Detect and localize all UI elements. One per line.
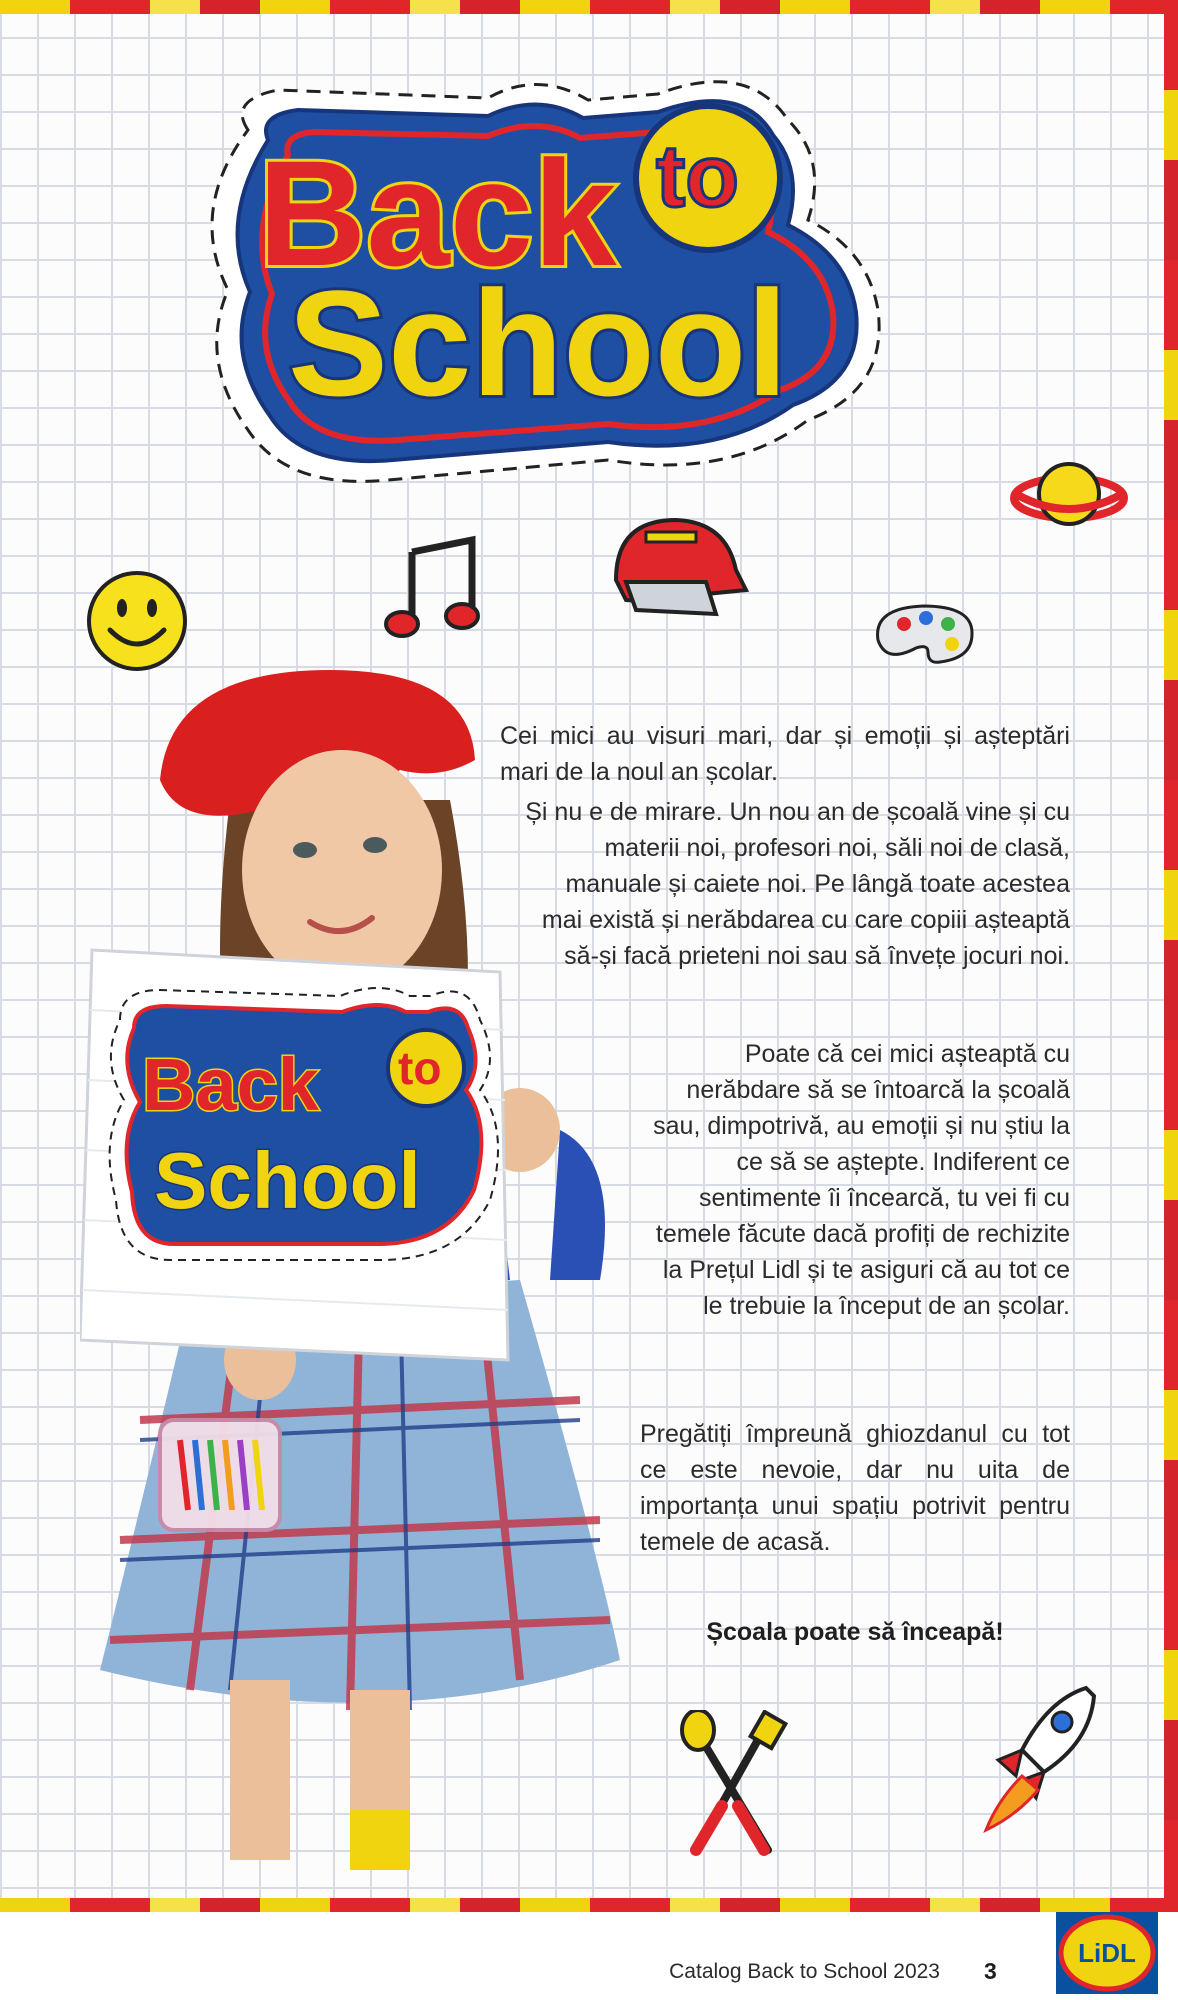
article-paragraph-2: Și nu e de mirare. Un nou an de școală vine și cu materii noi, profesori noi, săli noi de clasă, manuale și caiete noi. Pe lângă toate acestea mai există și nerăbdarea cu care copiii așteaptă să-și facă prieteni noi sau să învețe jocuri noi. bbox=[525, 798, 1070, 970]
planet-icon bbox=[1010, 450, 1128, 538]
article-paragraph-4: Pregătiți împreună ghiozdanul cu tot ce este nevoie, dar nu uita de importanța unui spațiu potrivit pentru temele de acasă. bbox=[640, 1420, 1070, 1556]
paint-palette-icon bbox=[868, 600, 978, 668]
article-closing-line: Școala poate să înceapă! bbox=[706, 1618, 1004, 1646]
article-paragraph-3: Poate că cei mici așteaptă cu nerăbdare să se întoarcă la școală sau, dimpotrivă, au emoții și nu știu la ce să se aștepte. Indiferent ce sentimente îi încearcă, tu vei fi cu temele făcute dacă profiți de rechizite la Prețul Lidl și te asiguri că au tot ce le trebuie la început de an școlar. bbox=[653, 1040, 1070, 1320]
back-to-school-logo bbox=[188, 60, 928, 520]
lidl-logo bbox=[1054, 1910, 1160, 1996]
catalog-title: Catalog Back to School 2023 bbox=[669, 1960, 940, 1983]
page-footer bbox=[0, 1912, 1178, 2000]
lidl-logo-text: LiDL bbox=[1078, 1938, 1136, 1968]
logo-back-text: Back bbox=[258, 129, 617, 297]
book-logo-to-badge: to bbox=[398, 1042, 442, 1094]
book-logo-back-text: Back bbox=[142, 1043, 319, 1126]
music-note-icon bbox=[382, 532, 482, 647]
kitchen-utensils-icon bbox=[676, 1710, 788, 1860]
right-painted-border bbox=[1164, 0, 1178, 1900]
book-logo-school-text: School bbox=[154, 1136, 421, 1225]
article-paragraph-1: Cei mici au visuri mari, dar și emoții și așteptări mari de la noul an școlar. bbox=[500, 722, 1070, 786]
smiley-icon bbox=[84, 568, 190, 674]
bottom-painted-border bbox=[0, 1898, 1178, 1912]
top-painted-border bbox=[0, 0, 1178, 14]
rocket-icon bbox=[978, 1680, 1102, 1840]
logo-to-badge: to bbox=[656, 126, 740, 225]
firefighter-helmet-icon bbox=[606, 510, 754, 622]
page-number: 3 bbox=[984, 1958, 997, 1984]
logo-school-text: School bbox=[288, 259, 789, 427]
